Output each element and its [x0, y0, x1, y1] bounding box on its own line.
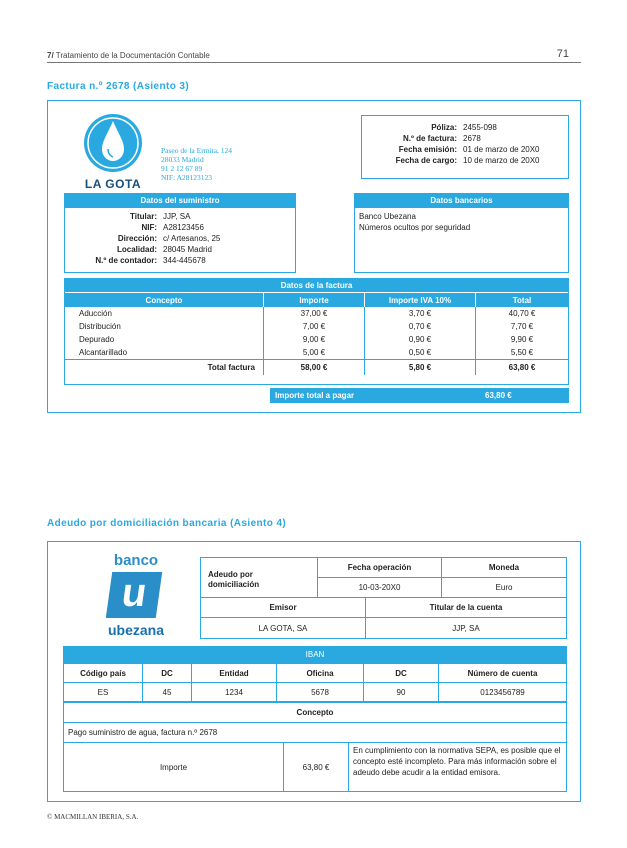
concept-label: Concepto: [63, 702, 567, 723]
ubezana-logo: [86, 552, 186, 647]
la-gota-logo: [78, 111, 148, 191]
supply-value: c/ Artesanos, 25: [163, 234, 221, 243]
row-vat: 0,70 €: [365, 320, 476, 333]
iban-country: ES: [64, 683, 143, 702]
meta-row: [362, 133, 568, 144]
iban-table: [63, 663, 567, 702]
iban-col-office: Oficina: [277, 664, 364, 683]
date-value: 10-03-20X0: [317, 577, 442, 598]
meta-value: 2455-098: [463, 123, 497, 132]
supply-value: JJP, SA: [163, 212, 191, 221]
supply-row: [65, 233, 295, 244]
table-row: [65, 333, 568, 346]
supply-data-box: [64, 193, 296, 273]
supply-value: 28045 Madrid: [163, 245, 212, 254]
running-header: [47, 51, 210, 60]
meta-label: Póliza:: [431, 123, 457, 132]
row-amount: 37,00 €: [264, 307, 365, 320]
chapter-title: Tratamiento de la Documentación Contable: [55, 51, 210, 60]
debit-section-title: Adeudo por domiciliación bancaria (Asiento 4): [47, 518, 287, 529]
address-nif: NIF: A28123123: [161, 173, 213, 182]
row-total: 9,90 €: [476, 333, 569, 346]
iban-col-account: Número de cuenta: [439, 664, 567, 683]
row-concept: Alcantarillado: [79, 348, 128, 357]
logo-word-banco: banco: [113, 552, 159, 569]
iban-col-entity: Entidad: [192, 664, 277, 683]
doc-type: [200, 557, 318, 598]
meta-label: Fecha de cargo:: [395, 156, 457, 165]
invoice-table-header: [65, 293, 568, 307]
sepa-note: En cumplimiento con la normativa SEPA, es posible que el concepto esté incompleto. Para más información sobre el adeudo debe acudir a la entidad emisora.: [348, 742, 567, 792]
table-row: [65, 346, 568, 360]
meta-label: Fecha emisión:: [398, 145, 457, 154]
row-concept: Distribución: [79, 322, 121, 331]
supply-label: N.º de contador:: [95, 256, 157, 265]
logo-word-ubezana: ubezana: [107, 622, 164, 638]
supply-value: A28123456: [163, 223, 204, 232]
issuer-label: Emisor: [200, 597, 366, 618]
doc-type-text: Adeudo por domiciliación: [208, 570, 260, 589]
meta-label: N.º de factura:: [402, 134, 457, 143]
iban-col-dc: DC: [143, 664, 192, 683]
amount-value: 63,80 €: [283, 742, 349, 792]
header-rule: [47, 62, 581, 63]
meta-value: 10 de marzo de 20X0: [463, 156, 540, 165]
brand-name: LA GOTA: [84, 177, 142, 191]
column-header-total: Total: [476, 293, 569, 307]
currency-label: Moneda: [441, 557, 567, 578]
amount-to-pay-value: 63,80 €: [485, 391, 512, 400]
total-vat: 5,80 €: [365, 360, 476, 376]
company-address: [161, 146, 232, 182]
row-amount: 5,00 €: [264, 346, 365, 360]
row-total: 40,70 €: [476, 307, 569, 320]
column-header-amount: Importe: [264, 293, 365, 307]
meta-row: [362, 155, 568, 166]
debit-header-grid: [200, 557, 567, 652]
row-concept: Aducción: [79, 309, 112, 318]
concept-value: Pago suministro de agua, factura n.º 2678: [63, 722, 567, 743]
supply-row: [65, 211, 295, 222]
row-vat: 3,70 €: [365, 307, 476, 320]
total-row: [65, 360, 568, 376]
issuer-value: LA GOTA, SA: [200, 617, 366, 639]
iban-col-dc2: DC: [364, 664, 439, 683]
invoice-meta-box: [361, 115, 569, 179]
amount-to-pay-label: Importe total a pagar: [275, 391, 355, 400]
column-header-concept: Concepto: [65, 293, 264, 307]
address-city: 28033 Madrid: [161, 155, 204, 164]
row-amount: 9,00 €: [264, 333, 365, 346]
date-label: Fecha operación: [317, 557, 442, 578]
row-total: 7,70 €: [476, 320, 569, 333]
supply-row: [65, 255, 295, 266]
supply-row: [65, 222, 295, 233]
bank-account-note: Números ocultos por seguridad: [359, 223, 471, 232]
bank-name: Banco Ubezana: [359, 212, 416, 221]
iban-office: 5678: [277, 683, 364, 702]
amount-label: Importe: [63, 742, 284, 792]
amount-to-pay-bar: [270, 388, 569, 403]
chapter-number: 7/: [47, 51, 54, 60]
logo-letter: u: [118, 571, 150, 615]
invoice-table: [65, 293, 568, 375]
column-header-vat: Importe IVA 10%: [365, 293, 476, 307]
row-total: 5,50 €: [476, 346, 569, 360]
supply-label: Localidad:: [116, 245, 157, 254]
supply-label: NIF:: [141, 223, 157, 232]
meta-row: [362, 122, 568, 133]
iban-entity: 1234: [192, 683, 277, 702]
bank-data-title: Datos bancarios: [355, 194, 568, 208]
logo-u-block: [106, 572, 162, 618]
iban-value-row: [64, 683, 567, 702]
iban-dc2: 90: [364, 683, 439, 702]
total-sum: 63,80 €: [476, 360, 569, 376]
meta-value: 2678: [463, 134, 481, 143]
table-row: [65, 307, 568, 320]
supply-label: Titular:: [130, 212, 157, 221]
supply-data-title: Datos del suministro: [65, 194, 295, 208]
table-row: [65, 320, 568, 333]
address-phone: 91 2 12 67 89: [161, 164, 203, 173]
page-number: 71: [556, 48, 569, 60]
iban-header-row: [64, 664, 567, 683]
invoice-frame: [47, 100, 581, 413]
holder-label: Titular de la cuenta: [365, 597, 567, 618]
address-street: Paseo de la Ermita, 124: [161, 146, 233, 155]
iban-col-country: Código país: [64, 664, 143, 683]
invoice-details-title: Datos de la factura: [65, 279, 568, 292]
invoice-details-box: [64, 278, 569, 385]
supply-value: 344-445678: [163, 256, 206, 265]
bank-data-box: [354, 193, 569, 273]
supply-label: Dirección:: [117, 234, 157, 243]
iban-title: IBAN: [63, 646, 567, 663]
supply-row: [65, 244, 295, 255]
row-concept: Depurado: [79, 335, 115, 344]
row-amount: 7,00 €: [264, 320, 365, 333]
meta-value: 01 de marzo de 20X0: [463, 145, 540, 154]
total-label: Total factura: [65, 360, 264, 376]
debit-frame: [47, 541, 581, 802]
currency-value: Euro: [441, 577, 567, 598]
iban-dc: 45: [143, 683, 192, 702]
meta-row: [362, 144, 568, 155]
row-vat: 0,90 €: [365, 333, 476, 346]
holder-value: JJP, SA: [365, 617, 567, 639]
invoice-section-title: Factura n.º 2678 (Asiento 3): [47, 81, 190, 92]
total-amount: 58,00 €: [264, 360, 365, 376]
iban-account: 0123456789: [439, 683, 567, 702]
copyright-footer: © MACMILLAN IBERIA, S.A.: [47, 813, 139, 821]
row-vat: 0,50 €: [365, 346, 476, 360]
